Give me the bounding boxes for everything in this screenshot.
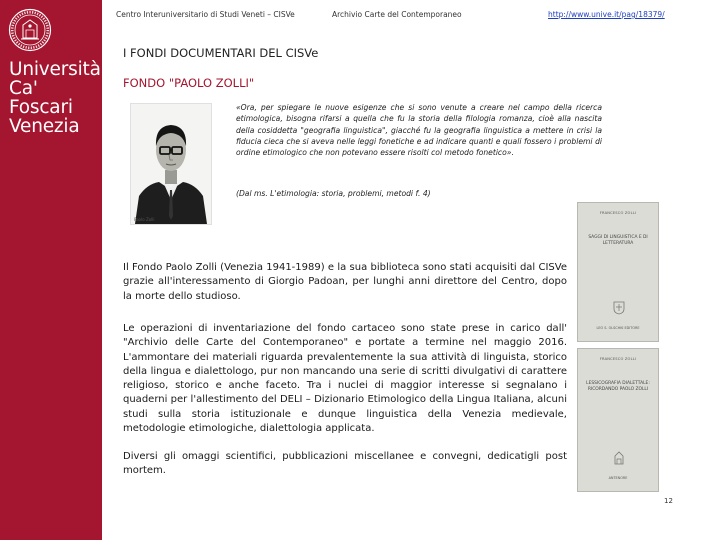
portrait-photo	[130, 103, 212, 225]
university-name-line: Università	[9, 59, 101, 80]
slide-subtitle: FONDO "PAOLO ZOLLI"	[123, 76, 255, 90]
header-archive-name: Archivio Carte del Contemporaneo	[332, 10, 462, 19]
portrait-photo-icon	[131, 104, 211, 224]
body-paragraph: Diversi gli omaggi scientifici, pubblicazioni miscellanee e convegni, dedicatigli post mortem.	[123, 451, 567, 477]
book-publisher: LEO S. OLSCHKI EDITORE	[596, 326, 640, 331]
university-seal-icon	[8, 8, 52, 52]
book-publisher: ANTENORE	[608, 476, 628, 481]
header-link[interactable]: http://www.unive.it/pag/18379/	[548, 10, 665, 19]
book-title: LESSICOGRAFIA DIALETTALE: RICORDANDO PAOLO ZOLLI	[586, 381, 650, 392]
book-cover-2	[577, 348, 659, 492]
book-title: SAGGI DI LINGUISTICA E DI LETTERATURA	[588, 235, 648, 246]
book-emblem-icon	[613, 451, 625, 465]
university-name-line: Ca' Foscari	[9, 78, 73, 118]
body-paragraph: Le operazioni di inventariazione del fondo cartaceo sono state prese in carico dall' "Archivio delle Carte del Contemporaneo" e portate a termine nel maggio 2016. L'ammontare dei materiali riguarda prevalentemente la sua attività di linguista, storico della lingua e dialettologo, pur non mancando una serie di scritti divulgativi di carattere religioso, storico e anche faceto. Tra i nuclei di maggior interesse si segnalano i quaderni per l'allestimento del DELI – Dizionario Etimologico della Lingua Italiana, alcuni studi sulla storia istituzionale e dunque linguistica della Venezia medievale, metodologie etimologiche, dialettologia applicata.	[123, 323, 567, 435]
book-author: FRANCESCO ZOLLI	[599, 357, 637, 361]
page-number: 12	[664, 497, 673, 505]
body-paragraph: Il Fondo Paolo Zolli (Venezia 1941-1989) e la sua biblioteca sono stati acquisiti dal CISVe grazie all'interessamento di Giorgio Padoan, per lunghi anni direttore del Centro, dopo la morte dello studioso.	[123, 262, 567, 302]
book-author: FRANCESCO ZOLLI	[599, 211, 637, 215]
university-name	[9, 60, 102, 136]
portrait-caption: Paolo Zolli	[134, 217, 155, 222]
slide-title: I FONDI DOCUMENTARI DEL CISVe	[123, 46, 319, 60]
book-emblem-icon	[613, 301, 625, 315]
header-centre-name: Centro Interuniversitario di Studi Veneti – CISVe	[116, 10, 295, 19]
quote-source: (Dal ms. L'etimologia: storia, problemi, metodi f. 4)	[236, 189, 431, 198]
university-sidebar	[0, 0, 102, 540]
book-cover-1	[577, 202, 659, 342]
university-name-line: Venezia	[9, 116, 80, 137]
zolli-quote: «Ora, per spiegare le nuove esigenze che si sono venute a creare nel campo della ricerca etimologica, bisogna rifarsi a quella che fu la storia della filologia romanza, cioè alla nascita della cosiddetta "geografia linguistica", giacché fu la geografia linguistica a mettere in crisi la fiducia cieca che si aveva nelle leggi fonetiche e ad indicare quanti e quali fossero i problemi di ordine etimologico che non potevano essere risolti col metodo fonetico».	[236, 103, 602, 158]
